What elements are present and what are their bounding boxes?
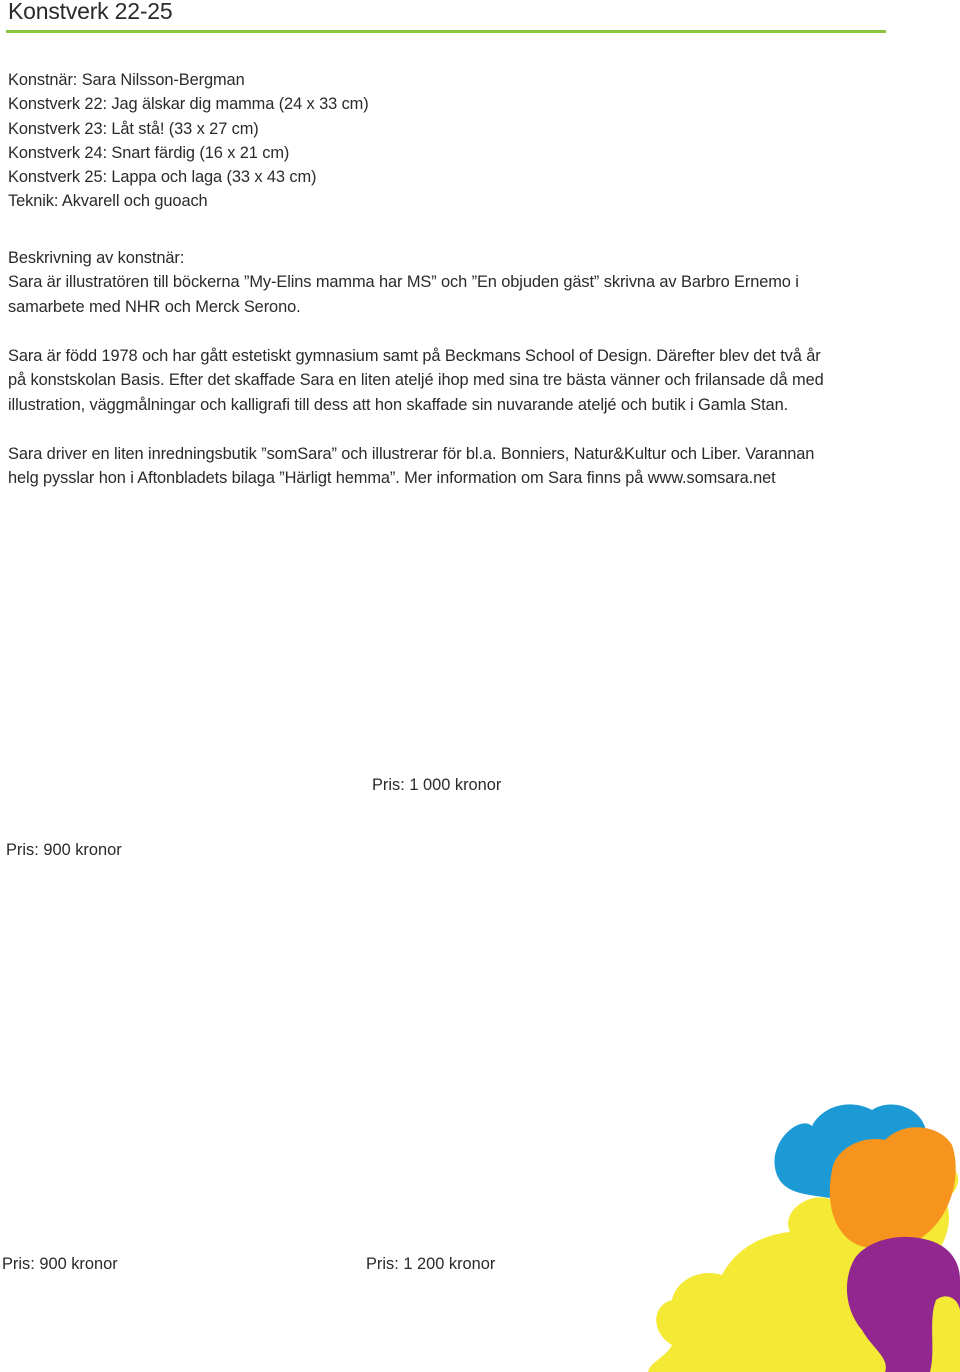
artist-line: Konstnär: Sara Nilsson-Bergman — [8, 71, 245, 89]
text-line: Sara är illustratören till böckerna ”My-Elins mamma har MS” och ”En objuden gäst” skrivna av Barbro Ernemo i — [8, 273, 799, 292]
technique-line: Teknik: Akvarell och guoach — [8, 192, 208, 211]
text-line: Sara är född 1978 och har gått estetiskt gymnasium samt på Beckmans School of Design. Därefter blev det två år — [8, 347, 821, 365]
yellow-splash-tip — [930, 1296, 960, 1372]
artwork-23-line: Konstverk 23: Låt stå! (33 x 27 cm) — [8, 119, 259, 138]
description-heading: Beskrivning av konstnär: — [8, 249, 185, 267]
price-label: Pris: 1 000 kronor — [372, 776, 502, 794]
text-line: Sara driver en liten inredningsbutik ”somSara” och illustrerar för bl.a. Bonniers, Natur&Kultur och Liber. Varannan — [8, 445, 815, 463]
artwork-22-line: Konstverk 22: Jag älskar dig mamma (24 x 33 cm) — [8, 95, 369, 114]
text-line: samarbete med NHR och Merck Serono. — [8, 297, 301, 316]
page-title: Konstverk 22-25 — [8, 0, 173, 24]
artwork-24-line: Konstverk 24: Snart färdig (16 x 21 cm) — [8, 143, 290, 162]
artwork-25-line: Konstverk 25: Lappa och laga (33 x 43 cm) — [8, 168, 317, 187]
price-label: Pris: 900 kronor — [6, 841, 122, 859]
text-line: illustration, väggmålningar och kalligrafi till dess att hon skaffade sin nuvarande ateljé och butik i Gamla Stan. — [8, 395, 789, 414]
price-label: Pris: 900 kronor — [2, 1255, 118, 1273]
text-line: på konstskolan Basis. Efter det skaffade Sara en liten ateljé ihop med sina tre bästa vänner och frilansade då med — [8, 371, 824, 390]
text-line: helg pysslar hon i Aftonbladets bilaga ”Härligt hemma”. Mer information om Sara finns på www.somsara.net — [8, 469, 776, 488]
price-label: Pris: 1 200 kronor — [366, 1255, 496, 1273]
